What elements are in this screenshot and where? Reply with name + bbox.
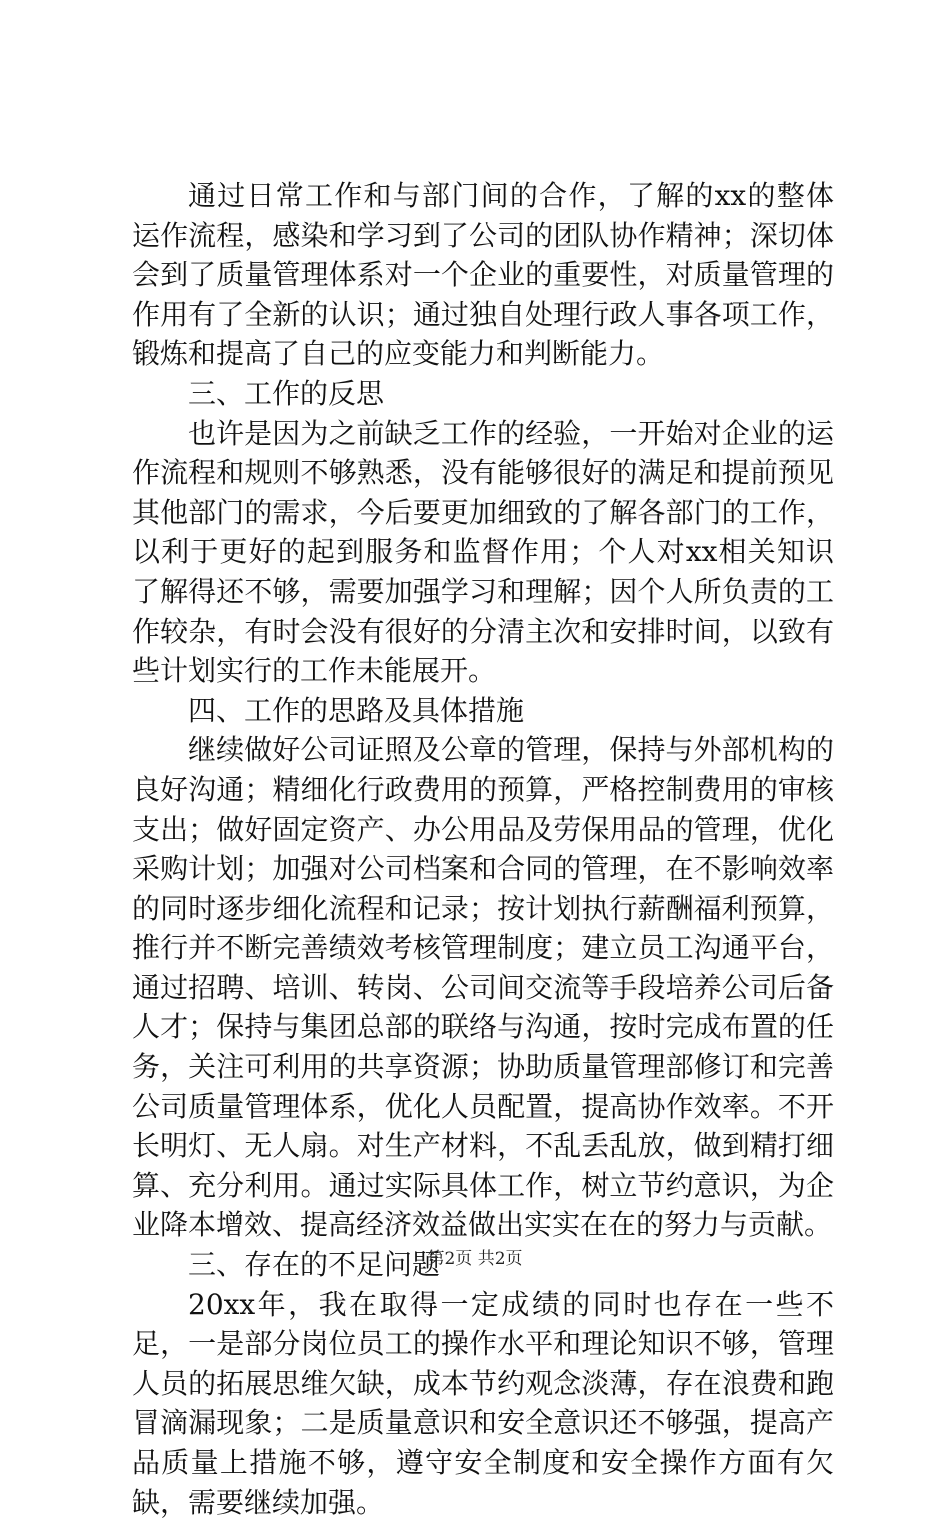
heading-reflection: 三、工作的反思 — [188, 376, 385, 410]
heading-shortcomings: 三、存在的不足问题 — [188, 1248, 441, 1282]
paragraph-measures: 继续做好公司证照及公章的管理，保持与外部机构的良好沟通；精细化行政费用的预算，严格控制费用的审核支出；做好固定资产、办公用品及劳保用品的管理，优化采购计划；加强对公司档案和合同的管理，在不影响效率的同时逐步细化流程和记录；按计划执行薪酬福利预算，推行并不断完善绩效考核管理制度；建立员工沟通平台，通过招聘、培训、转岗、公司间交流等手段培养公司后备人才；保持与集团总部的联络与沟通，按时完成布置的任务，关注可利用的共享资源；协助质量管理部修订和完善公司质量管理体系，优化人员配置，提高协作效率。不开长明灯、无人扇。对生产材料，不乱丢乱放，做到精打细算、充分利用。通过实际具体工作，树立节约意识，为企业降本增效、提高经济效益做出实实在在的努力与贡献。 — [132, 733, 834, 1242]
page-footer — [0, 1248, 950, 1270]
paragraph-reflection: 也许是因为之前缺乏工作的经验，一开始对企业的运作流程和规则不够熟悉，没有能够很好的满足和提前预见其他部门的需求，今后要更加细致的了解各部门的工作，以利于更好的起到服务和监督作用；个人对xx相关知识了解得还不够，需要加强学习和理解；因个人所负责的工作较杂，有时会没有很好的分清主次和安排时间，以致有些计划实行的工作未能展开。 — [132, 416, 834, 688]
document-body — [132, 176, 834, 1522]
paragraph-shortcomings: 20xx年，我在取得一定成绩的同时也存在一些不足，一是部分岗位员工的操作水平和理论知识不够，管理人员的拓展思维欠缺，成本节约观念淡薄，存在浪费和跑冒滴漏现象；二是质量意识和安全意识还不够强，提高产品质量上措施不够，遵守安全制度和安全操作方面有欠缺，需要继续加强。 — [132, 1287, 834, 1519]
heading-ideas-measures: 四、工作的思路及具体措施 — [188, 693, 525, 727]
page-number-label: 第2页 共2页 — [427, 1249, 523, 1269]
paragraph-cooperation: 通过日常工作和与部门间的合作，了解的xx的整体运作流程，感染和学习到了公司的团队协作精神；深切体会到了质量管理体系对一个企业的重要性，对质量管理的作用有了全新的认识；通过独自处理行政人事各项工作，锻炼和提高了自己的应变能力和判断能力。 — [132, 179, 834, 371]
